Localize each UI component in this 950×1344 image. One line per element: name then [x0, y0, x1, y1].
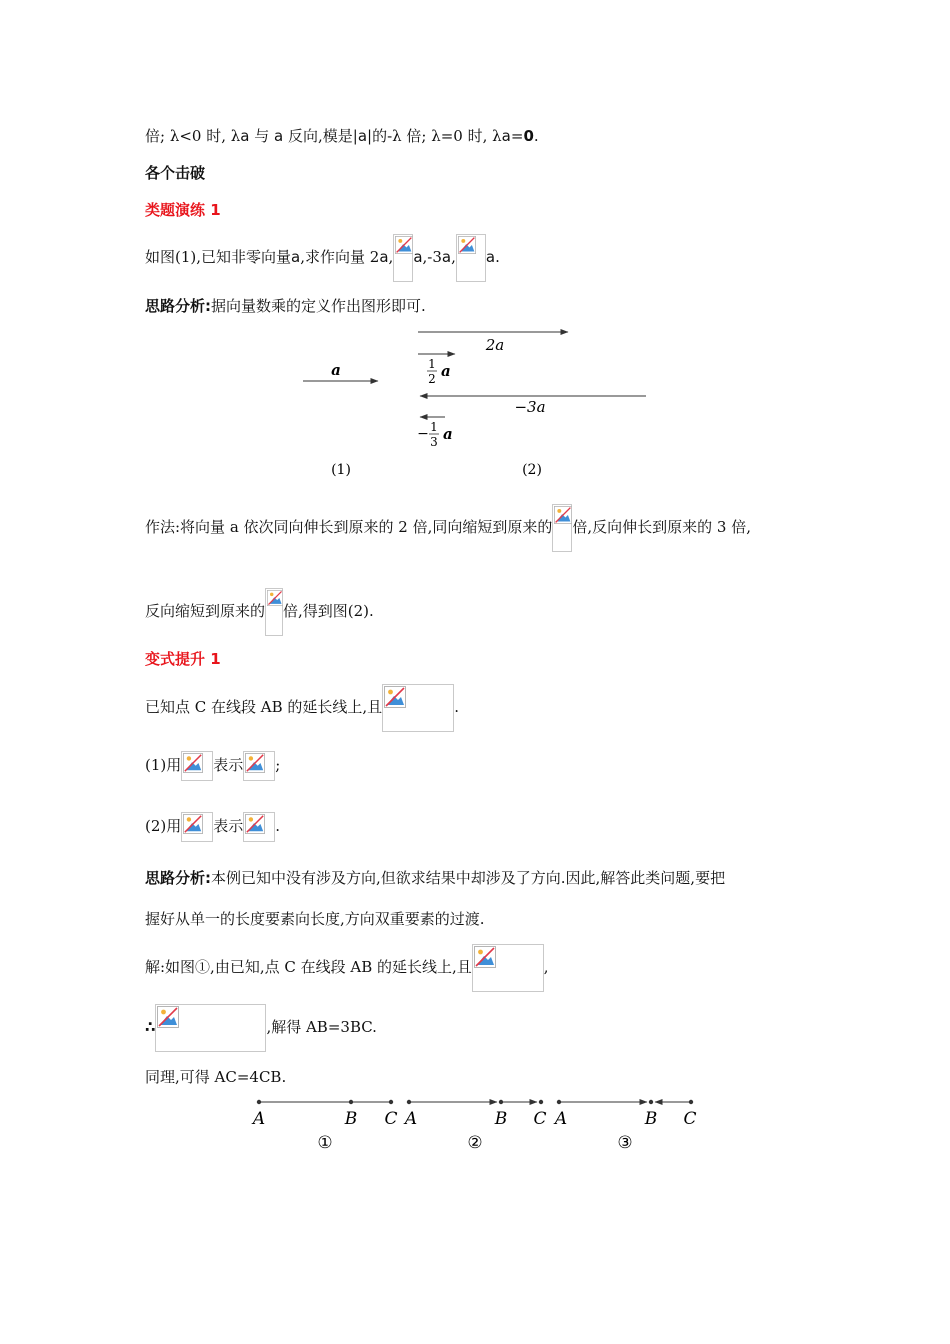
problem-text: .	[495, 248, 500, 266]
label-2a: 2a	[485, 336, 505, 354]
problem-text: ,	[388, 248, 394, 266]
label-point-c: C	[533, 1109, 547, 1129]
figure-caption-1: (1)	[331, 462, 351, 478]
label-point-b: B	[644, 1109, 658, 1129]
broken-image-icon	[395, 236, 413, 254]
vector-image-placeholder	[243, 812, 275, 842]
analysis-text: 本例已知中没有涉及方向,但欲求结果中却涉及了方向.因此,解答此类问题,要把	[211, 869, 726, 887]
intro-text: 反向,模是|	[283, 127, 358, 145]
solution-text: 解:如图①,由已知,点 C 在线段 AB 的延长线上,且	[145, 958, 472, 976]
third-denominator: 3	[430, 435, 438, 449]
fraction-image-placeholder	[393, 234, 413, 282]
broken-image-icon	[458, 236, 476, 254]
equation-image-placeholder	[472, 944, 544, 992]
method-line-1	[145, 502, 751, 552]
variant-text: .	[454, 698, 459, 716]
figure-caption: ③	[617, 1133, 633, 1153]
exercise-heading: 类题演练 1	[145, 201, 221, 219]
broken-image-icon	[245, 753, 265, 773]
exercise-analysis	[145, 296, 426, 316]
half-denominator: 2	[428, 372, 436, 386]
fraction-image-placeholder	[265, 588, 283, 636]
half-numerator: 1	[428, 357, 436, 371]
analysis-text: 据向量数乘的定义作出图形即可.	[211, 297, 426, 315]
question-text: .	[275, 817, 281, 835]
vector-a: a	[485, 248, 496, 266]
figure-caption: ①	[317, 1133, 333, 1153]
label-point-c: C	[384, 1109, 398, 1129]
point-a	[257, 1100, 261, 1104]
vector-a: a	[379, 248, 389, 266]
broken-image-icon	[474, 946, 496, 968]
method-line-2	[145, 586, 374, 636]
point-c	[389, 1100, 393, 1104]
vector-a: a	[413, 248, 423, 266]
question-text: 表示	[213, 756, 244, 774]
broken-image-icon	[183, 753, 203, 773]
variant-heading: 变式提升 1	[145, 650, 221, 668]
method-text: 反向缩短到原来的	[145, 602, 266, 620]
solution-line-2	[145, 1002, 377, 1052]
question-text: (1)用	[145, 756, 182, 774]
variant-question-1	[145, 749, 280, 781]
question-text: (2)用	[145, 817, 182, 835]
intro-text: 倍; λ<0 时, λ	[145, 127, 241, 145]
therefore-symbol: ∴	[145, 1018, 156, 1036]
figure-caption: ②	[467, 1133, 483, 1153]
vector-a: a	[501, 127, 511, 145]
segment-figures	[245, 1090, 705, 1156]
question-text: 表示	[213, 817, 244, 835]
broken-image-icon	[554, 506, 572, 524]
problem-text: ,	[451, 248, 456, 266]
problem-text: ,-3	[422, 248, 442, 266]
label-a: a	[331, 361, 341, 379]
problem-text: ,求作向量 2	[300, 248, 380, 266]
intro-text: |的-λ 倍; λ=0 时, λ	[367, 127, 502, 145]
label-point-b: B	[494, 1109, 508, 1129]
point-b	[499, 1100, 503, 1104]
equation-image-placeholder	[155, 1004, 266, 1052]
equation-image-placeholder	[382, 684, 454, 732]
vector-a: a	[441, 248, 452, 266]
segment-figure-3	[553, 1100, 697, 1153]
label-point-b: B	[344, 1109, 358, 1129]
section-title: 各个击破	[145, 164, 206, 182]
figure-caption-2: (2)	[522, 462, 542, 478]
point-a	[557, 1100, 561, 1104]
half-a-label: a	[441, 362, 451, 380]
intro-text: =	[510, 127, 524, 145]
broken-image-icon	[267, 590, 283, 606]
method-text: 作法:将向量 a 依次同向伸长到原来的 2 倍,同向缩短到原来的	[145, 518, 553, 536]
label-neg3a: −3a	[514, 398, 546, 416]
variant-analysis-line-1	[145, 868, 725, 888]
fraction-image-placeholder	[456, 234, 486, 282]
segment-figure-2	[403, 1100, 547, 1153]
broken-image-icon	[245, 814, 265, 834]
solution-line-1	[145, 942, 549, 992]
fraction-image-placeholder	[552, 504, 572, 552]
label-point-a: A	[252, 1109, 266, 1129]
variant-question-2	[145, 810, 280, 842]
exercise-problem	[145, 232, 500, 282]
broken-image-icon	[384, 686, 406, 708]
variant-text: 已知点 C 在线段 AB 的延长线上,且	[145, 698, 383, 716]
solution-line-3: 同理,可得 AC=4CB.	[145, 1068, 287, 1086]
vector-image-placeholder	[181, 751, 213, 781]
solution-text: ,	[543, 958, 549, 976]
vector-a: a	[291, 248, 301, 266]
point-c	[689, 1100, 693, 1104]
intro-line	[145, 126, 539, 146]
broken-image-icon	[183, 814, 203, 834]
solution-text: ,解得 AB=3BC.	[266, 1018, 377, 1036]
label-point-a: A	[404, 1109, 418, 1129]
zero-vector: 0	[523, 127, 534, 145]
point-a	[407, 1100, 411, 1104]
label-point-c: C	[683, 1109, 697, 1129]
vector-figure	[290, 322, 660, 484]
method-text: 倍,反向伸长到原来的 3 倍,	[572, 518, 752, 536]
segment-figure-1	[251, 1100, 398, 1153]
vector-a: a	[240, 127, 250, 145]
broken-image-icon	[157, 1006, 179, 1028]
point-c	[539, 1100, 543, 1104]
vector-a: a	[274, 127, 284, 145]
variant-problem	[145, 682, 459, 732]
question-text: ;	[275, 756, 281, 774]
vector-image-placeholder	[243, 751, 275, 781]
variant-analysis-line-2: 握好从单一的长度要素向长度,方向双重要素的过渡.	[145, 910, 485, 928]
third-a-label: a	[443, 425, 453, 443]
intro-text: 与	[249, 127, 275, 145]
label-point-a: A	[554, 1109, 568, 1129]
point-b	[349, 1100, 353, 1104]
vector-image-placeholder	[181, 812, 213, 842]
problem-text: 如图(1),已知非零向量	[145, 248, 292, 266]
third-minus-sign: −	[417, 426, 429, 442]
method-text: 倍,得到图(2).	[283, 602, 374, 620]
point-b	[649, 1100, 653, 1104]
analysis-label: 思路分析:	[145, 297, 211, 315]
intro-text: .	[533, 127, 539, 145]
analysis-label: 思路分析:	[145, 869, 211, 887]
third-numerator: 1	[430, 420, 438, 434]
vector-a: a	[357, 127, 368, 145]
